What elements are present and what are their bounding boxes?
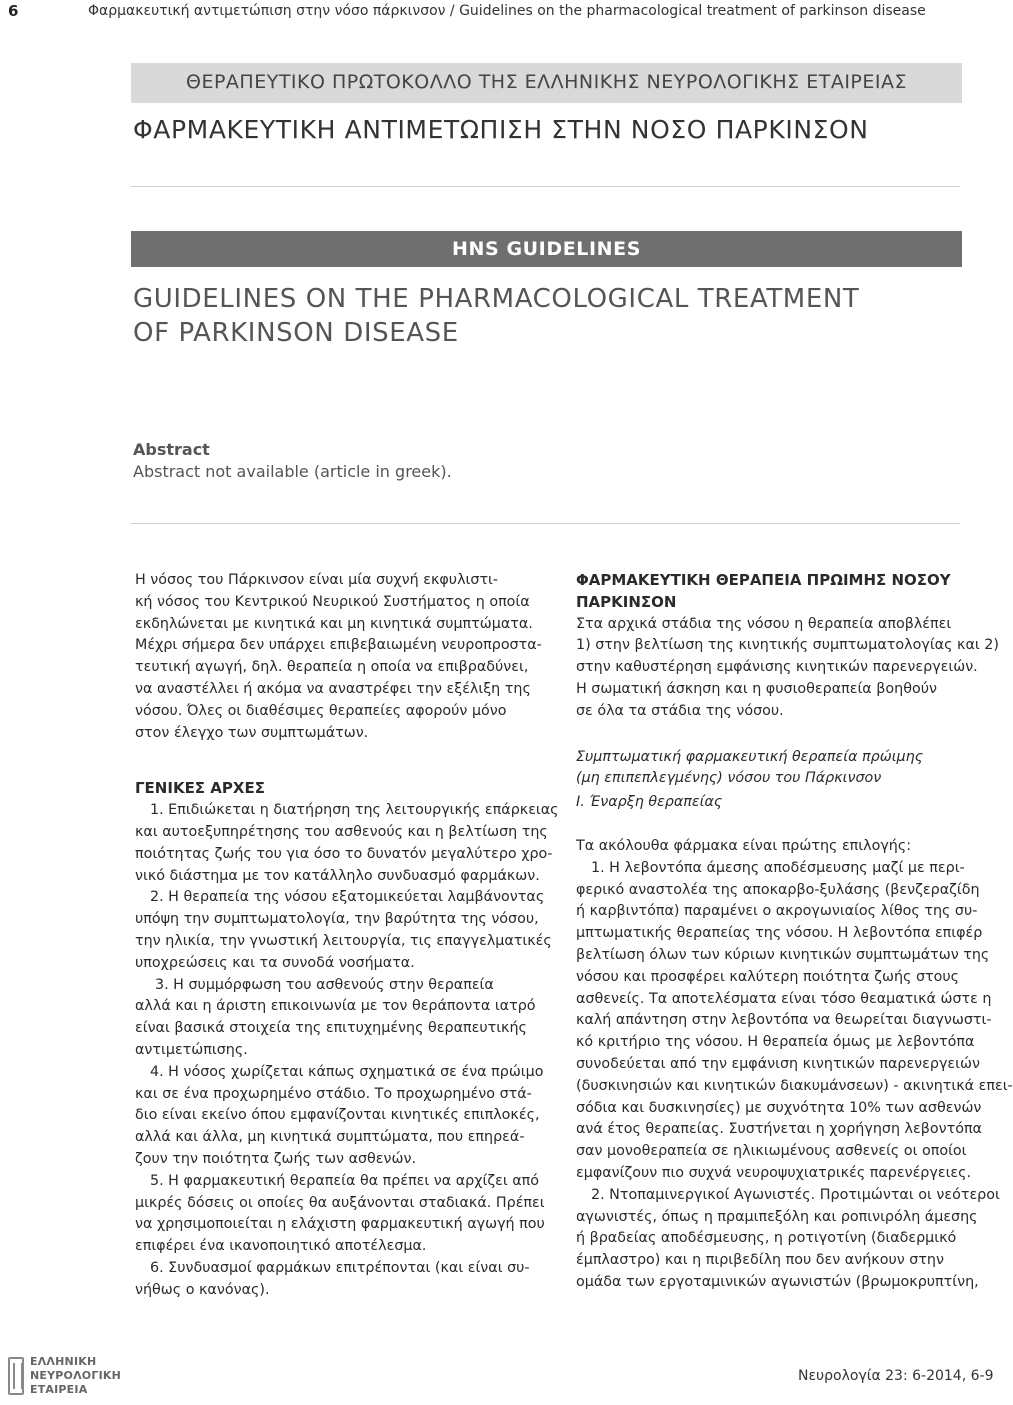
body-line: 1. Η λεβοντόπα άμεσης αποδέσμευσης μαζί με περι- xyxy=(591,859,965,876)
subsection-heading: Συμπτωματική φαρμακευτική θεραπεία πρώιμης xyxy=(576,748,924,765)
body-line: σαν μονοθεραπεία σε ηλικιωμένους ασθενείς οι οποίοι xyxy=(576,1143,967,1160)
body-line: 6. Συνδυασμοί φαρμάκων επιτρέπονται (και είναι συ- xyxy=(150,1259,530,1276)
page-number: 6 xyxy=(8,2,19,20)
body-line: 5. Η φαρμακευτική θεραπεία θα πρέπει να αρχίζει από xyxy=(150,1172,540,1189)
body-line: νόσου. Όλες οι διαθέσιμες θεραπείες αφορούν μόνο xyxy=(135,702,507,719)
english-guidelines-label: HNS GUIDELINES xyxy=(451,238,642,260)
body-line: υποχρεώσεις και τα συνοδά νοσήματα. xyxy=(135,954,415,971)
body-line: την ηλικία, την γνωστική λειτουργία, τις επαγγελματικές xyxy=(135,932,552,949)
body-line: αλλά και άλλα, μη κινητικά συμπτώματα, που επηρεά- xyxy=(135,1129,525,1146)
body-line: υπόψη την συμπτωματολογία, την βαρύτητα της νόσου, xyxy=(135,911,539,928)
body-line: επιφέρει ένα ικανοποιητικό αποτέλεσμα. xyxy=(135,1238,427,1255)
body-line: να χρησιμοποιείται η ελάχιστη φαρμακευτική αγωγή που xyxy=(135,1216,545,1233)
body-line: διο είναι εκείνο όπου εμφανίζονται κινητικές επιπλοκές, xyxy=(135,1107,540,1124)
body-line: σόδια και δυσκινησίες) με συχνότητα 10% των ασθενών xyxy=(576,1099,982,1116)
divider xyxy=(131,186,960,187)
body-line: μικρές δόσεις οι οποίες θα αυξάνονται σταδιακά. Πρέπει xyxy=(135,1194,545,1211)
body-line: Μέχρι σήμερα δεν υπάρχει επιβεβαιωμένη νευροπροστα- xyxy=(135,637,542,654)
greek-protocol-label: ΘΕΡΑΠΕΥΤΙΚΟ ΠΡΩΤΟΚΟΛΛΟ ΤΗΣ ΕΛΛΗΝΙΚΗΣ ΝΕΥΡΟΛΟΓΙΚΗΣ ΕΤΑΙΡΕΙΑΣ xyxy=(186,71,907,93)
body-line: βελτίωση όλων των κύριων κινητικών συμπτωμάτων της xyxy=(576,946,990,963)
subsection-heading: Ι. Έναρξη θεραπείας xyxy=(576,794,723,811)
body-line: εκδηλώνεται με κινητικά και μη κινητικά συμπτώματα. xyxy=(135,615,533,632)
right-column xyxy=(576,570,1013,1294)
body-line: Τα ακόλουθα φάρμακα είναι πρώτης επιλογής: xyxy=(576,837,912,854)
abstract-heading: Abstract xyxy=(133,440,210,459)
body-line: στον έλεγχο των συμπτωμάτων. xyxy=(135,724,369,741)
body-line: στην καθυστέρηση εμφάνισης κινητικών παρενεργειών. xyxy=(576,659,978,676)
body-line: έμπλαστρο) και η πιριβεδίλη που δεν ανήκουν στην xyxy=(576,1252,944,1269)
body-line: αντιμετώπισης. xyxy=(135,1041,248,1058)
body-line: Στα αρχικά στάδια της νόσου η θεραπεία αποβλέπει xyxy=(576,615,952,632)
body-line: Η νόσος του Πάρκινσον είναι μία συχνή εκφυλιστι- xyxy=(135,572,499,588)
greek-protocol-band xyxy=(131,63,962,103)
body-line: καλή απάντηση στην λεβοντόπα να θεωρείται διαγνωστι- xyxy=(576,1012,992,1029)
body-line: φερικό αναστολέα της αποκαρβο-ξυλάσης (βενζεραζίδη xyxy=(576,881,980,898)
body-line: ανά έτος θεραπείας. Συστήνεται η χορήγηση λεβοντόπα xyxy=(576,1121,982,1138)
running-head xyxy=(0,0,960,26)
body-line: και αυτοεξυπηρέτησης του ασθενούς και η βελτίωση της xyxy=(135,823,548,840)
society-logo xyxy=(8,1355,128,1400)
body-line: αλλά και η άριστη επικοινωνία με τον θεράποντα ιατρό xyxy=(135,998,536,1015)
abstract-text: Abstract not available (article in greek). xyxy=(133,462,452,481)
section-heading: ΠΑΡΚΙΝΣΟΝ xyxy=(576,592,677,611)
body-line: μπτωματικής θεραπείας της νόσου. Η λεβοντόπα επιφέρ xyxy=(576,925,983,942)
body-line: κό κριτήριο της νόσου. Η θεραπεία όμως με λεβοντόπα xyxy=(576,1034,975,1051)
subsection-heading: (μη επιπεπλεγμένης) νόσου του Πάρκινσον xyxy=(576,770,882,787)
body-line: και σε ένα προχωρημένο στάδιο. Το προχωρημένο στά- xyxy=(135,1085,532,1102)
english-title-line: GUIDELINES ON THE PHARMACOLOGICAL TREATMENT xyxy=(133,284,860,314)
body-line: σε όλα τα στάδια της νόσου. xyxy=(576,702,784,719)
body-line: 2. Η θεραπεία της νόσου εξατομικεύεται λαμβάνοντας xyxy=(150,889,545,906)
body-line: (δυσκινησιών και κινητικών διακυμάνσεων) - ακινητικά επει- xyxy=(576,1077,1013,1094)
section-heading: ΓΕΝΙΚΕΣ ΑΡΧΕΣ xyxy=(135,779,265,798)
body-line: 4. Η νόσος χωρίζεται κάπως σχηματικά σε ένα πρώιμο xyxy=(150,1063,544,1080)
english-article-title xyxy=(133,282,859,350)
body-line: 2. Ντοπαμινεργικοί Αγωνιστές. Προτιμώνται οι νεότεροι xyxy=(591,1186,1000,1203)
section-heading: ΦΑΡΜΑΚΕΥΤΙΚΗ ΘΕΡΑΠΕΙΑ ΠΡΩΙΜΗΣ ΝΟΣΟΥ xyxy=(576,571,951,589)
running-title: Φαρμακευτική αντιμετώπιση στην νόσο πάρκινσον / Guidelines on the pharmacological treatment of parkinson disease xyxy=(88,3,926,19)
body-line: αγωνιστές, όπως η πραμιπεξόλη και ροπινιρόλη άμεσης xyxy=(576,1208,978,1225)
body-line: ή καρβιντόπα) παραμένει ο ακρογωνιαίος λίθος της συ- xyxy=(576,903,978,920)
greek-article-title: ΦΑΡΜΑΚΕΥΤΙΚΗ ΑΝΤΙΜΕΤΩΠΙΣΗ ΣΤΗΝ ΝΟΣΟ ΠΑΡΚΙΝΣΟΝ xyxy=(133,115,869,144)
body-line: ζουν την ποιότητα ζωής των ασθενών. xyxy=(135,1150,417,1167)
english-title-line: OF PARKINSON DISEASE xyxy=(133,318,459,348)
body-line: εμφανίζουν πιο συχνά νευροψυχιατρικές παρενέργειες. xyxy=(576,1164,972,1181)
body-line: 1) στην βελτίωση της κινητικής συμπτωματολογίας και 2) xyxy=(576,637,999,654)
left-column xyxy=(135,570,560,1302)
body-line: ή βραδείας αποδέσμευσης, η ροτιγοτίνη (διαδερμικό xyxy=(576,1230,957,1247)
divider xyxy=(131,523,960,524)
body-line: ασθενείς. Τα αποτελέσματα είναι τόσο θεαματικά ώστε η xyxy=(576,990,992,1007)
body-line: να αναστέλλει ή ακόμα να αναστρέφει την εξέλιξη της xyxy=(135,680,531,697)
logo-text-line: ΕΤΑΙΡΕΙΑ xyxy=(30,1383,88,1396)
body-line: ποιότητας ζωής του για όσο το δυνατόν μεγαλύτερο χρο- xyxy=(135,845,553,862)
body-line: τευτική αγωγή, δηλ. θεραπεία η οποία να επιβραδύνει, xyxy=(135,659,529,676)
body-line: συνοδεύεται από την εμφάνιση κινητικών παρενεργειών xyxy=(576,1055,980,1072)
body-line: 1. Επιδιώκεται η διατήρηση της λειτουργικής επάρκειας xyxy=(150,802,559,819)
english-guidelines-band xyxy=(131,231,962,267)
body-line: νήθως ο κανόνας). xyxy=(135,1281,270,1298)
logo-text-line: ΝΕΥΡΟΛΟΓΙΚΗ xyxy=(30,1369,121,1382)
body-line: Η σωματική άσκηση και η φυσιοθεραπεία βοηθούν xyxy=(576,680,937,697)
journal-citation: Νευρολογία 23: 6-2014, 6-9 xyxy=(798,1368,994,1384)
logo-text-line: ΕΛΛΗΝΙΚΗ xyxy=(30,1355,97,1368)
body-line: νόσου και προσφέρει καλύτερη ποιότητα ζωής στους xyxy=(576,968,960,985)
body-line: ομάδα των εργοταμινικών αγωνιστών (βρωμοκρυπτίνη, xyxy=(576,1273,979,1290)
body-line: κή νόσος του Κεντρικού Νευρικού Συστήματος η οποία xyxy=(135,593,530,610)
body-line: 3. Η συμμόρφωση του ασθενούς στην θεραπεία xyxy=(155,976,494,993)
body-line: νικό διάστημα με τον κατάλληλο συνδυασμό φαρμάκων. xyxy=(135,867,540,884)
body-line: είναι βασικά στοιχεία της επιτυχημένης θεραπευτικής xyxy=(135,1020,527,1037)
society-logo-icon xyxy=(8,1357,24,1395)
